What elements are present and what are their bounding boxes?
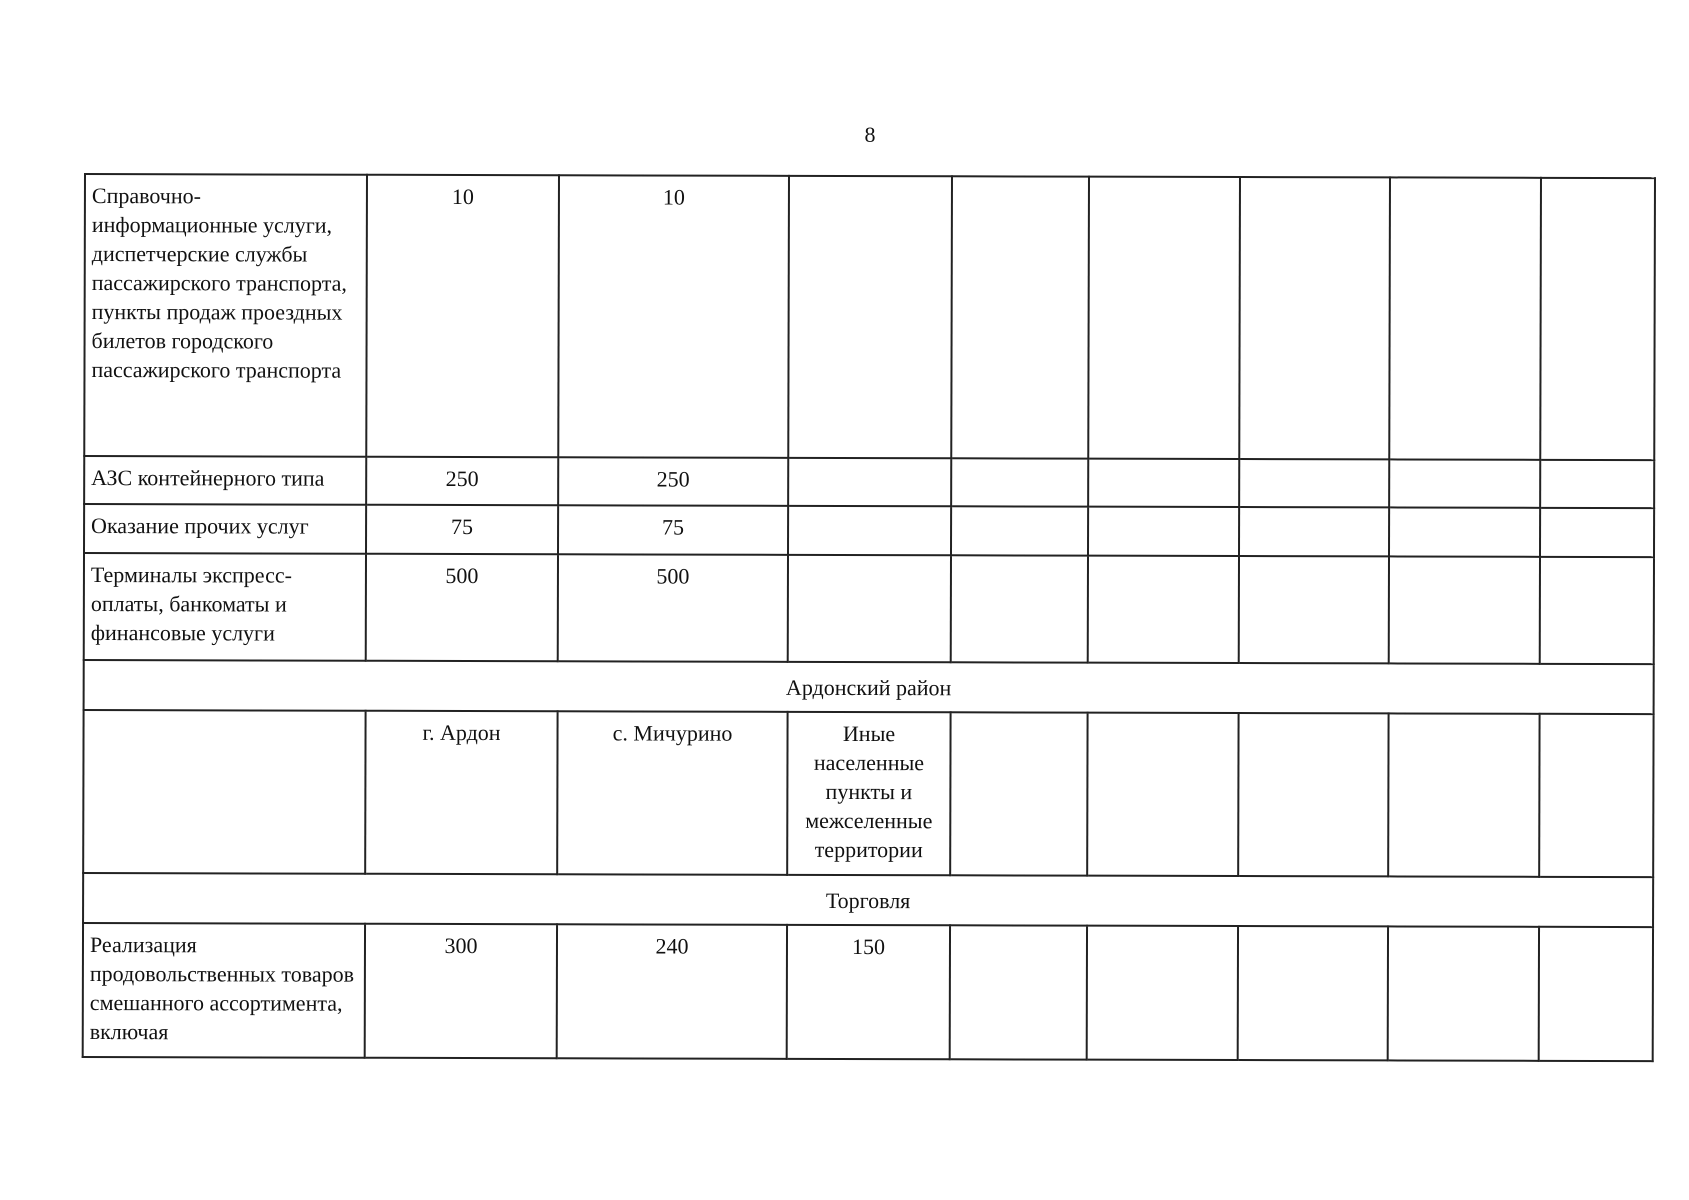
empty-cell (951, 506, 1088, 555)
empty-cell (1540, 178, 1655, 460)
empty-cell (1239, 507, 1389, 556)
district-title: Ардонский район (84, 660, 1654, 714)
empty-cell (950, 712, 1087, 875)
empty-cell (1389, 556, 1540, 663)
section-header-row (83, 873, 1653, 927)
empty-cell (951, 458, 1088, 506)
empty-cell (1239, 459, 1389, 507)
empty-cell (1238, 926, 1388, 1060)
empty-cell (951, 176, 1089, 458)
value-cell: 250 (366, 457, 558, 506)
empty-cell (1539, 714, 1653, 877)
empty-cell (1540, 557, 1654, 664)
empty-cell (1389, 507, 1540, 556)
value-cell: 250 (558, 457, 788, 506)
empty-cell (1239, 177, 1390, 459)
empty-cell (788, 458, 951, 506)
value-cell: 10 (366, 175, 559, 458)
service-name: Терминалы экспресс-оплаты, банкоматы и финансовые услуги (84, 553, 366, 661)
service-name: Реализация продовольственных товаров смешанного ассортимента, включая (83, 923, 365, 1058)
empty-cell (1088, 556, 1239, 663)
value-cell: 75 (558, 505, 788, 555)
locality-header: г. Ардон (365, 711, 557, 875)
locality-header: с. Мичурино (557, 711, 787, 875)
page-number: 8 (864, 122, 876, 147)
empty-cell (1389, 459, 1540, 507)
empty-cell (1540, 460, 1654, 508)
service-name: Справочно-информационные услуги, диспетчерские службы пассажирского транспорта, пункты продаж проездных билетов городского пассажирского транспорта (84, 174, 367, 457)
value-cell: 10 (558, 175, 789, 458)
section-title: Торговля (83, 873, 1653, 927)
empty-cell (1088, 459, 1239, 507)
empty-cell (1539, 927, 1653, 1061)
empty-cell (1087, 926, 1238, 1060)
value-cell: 500 (558, 554, 788, 662)
empty-cell (1088, 177, 1240, 459)
value-cell: 240 (557, 924, 787, 1059)
empty-cell (950, 925, 1087, 1059)
locality-header: Иные населенные пункты и межселенные территории (787, 712, 950, 875)
table-row (84, 504, 1654, 557)
empty-cell (1389, 177, 1541, 459)
value-cell: 150 (787, 925, 950, 1059)
table-row (84, 174, 1655, 460)
empty-cell (788, 555, 951, 662)
empty-cell (788, 176, 952, 458)
empty-cell (1239, 556, 1389, 663)
empty-cell (1087, 713, 1238, 876)
table-row (84, 553, 1654, 664)
district-header-row (84, 660, 1654, 714)
table-row (84, 456, 1654, 508)
empty-cell (951, 555, 1088, 662)
empty-cell (1540, 508, 1654, 557)
service-name: АЗС контейнерного типа (84, 456, 366, 505)
empty-cell (1388, 713, 1539, 876)
empty-cell (83, 710, 365, 874)
value-cell: 300 (365, 924, 557, 1059)
value-cell: 75 (366, 505, 558, 555)
empty-cell (788, 506, 951, 555)
empty-cell (1388, 926, 1539, 1060)
localities-row (83, 710, 1653, 877)
empty-cell (1088, 507, 1239, 556)
service-name: Оказание прочих услуг (84, 504, 366, 554)
data-table (82, 173, 1656, 1062)
value-cell: 500 (366, 554, 558, 662)
empty-cell (1238, 713, 1388, 876)
table-row (83, 923, 1653, 1061)
